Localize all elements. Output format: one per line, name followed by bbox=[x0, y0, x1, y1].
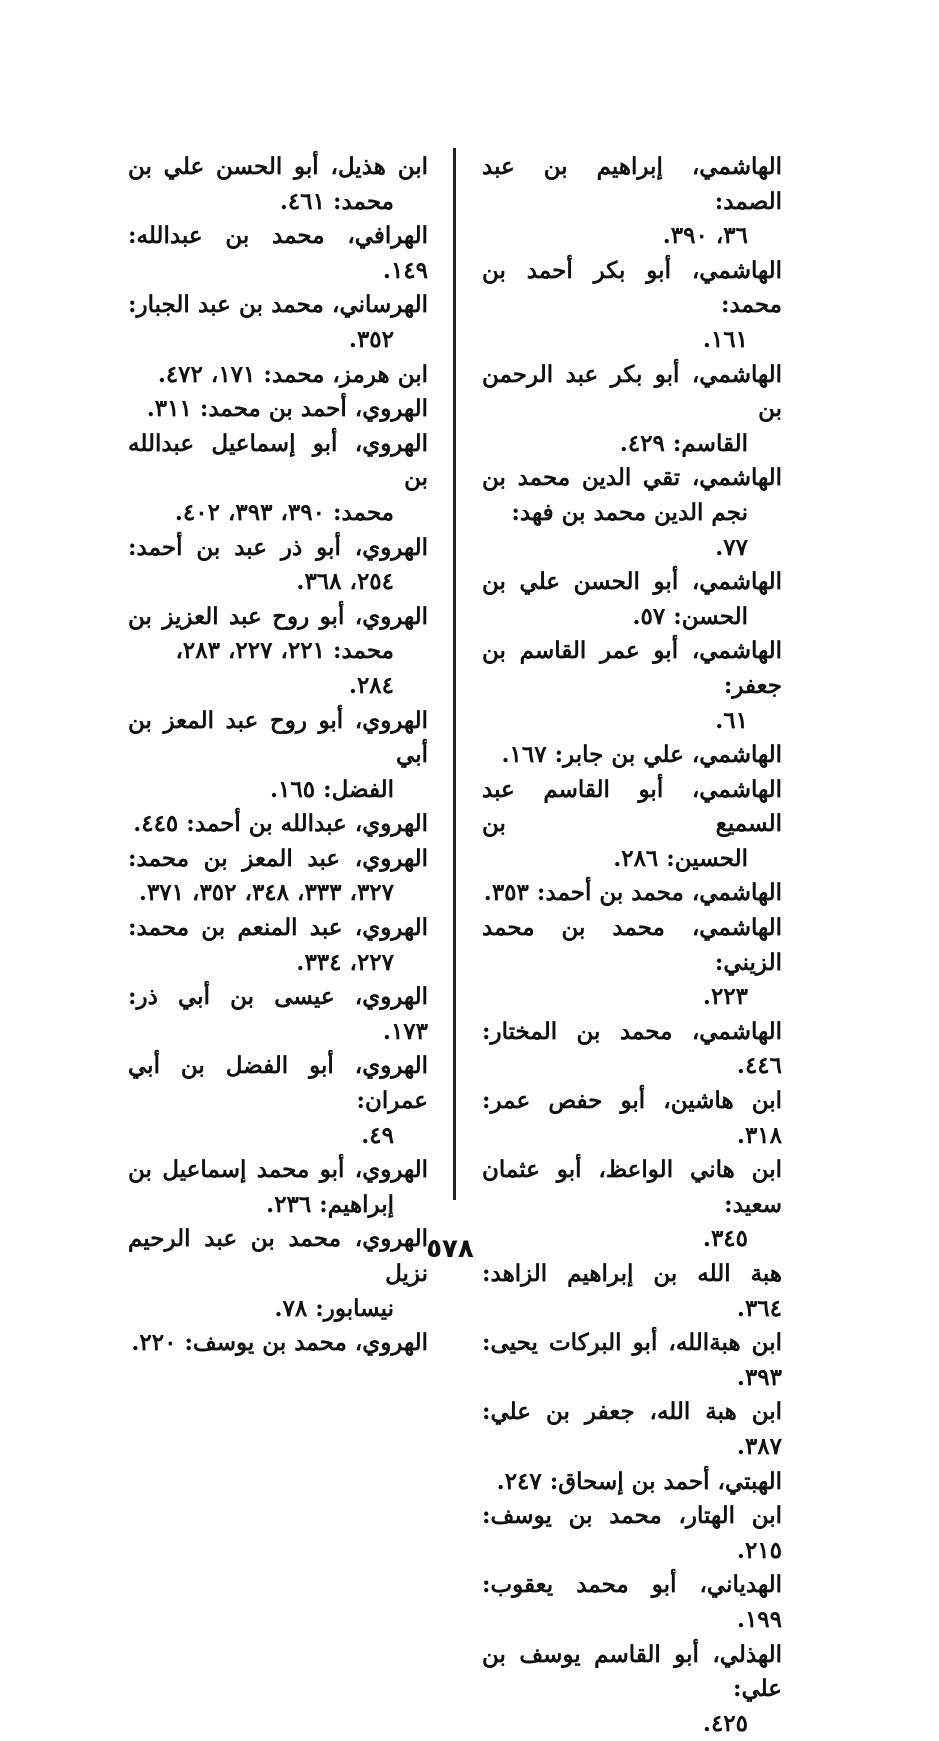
index-entry bbox=[128, 980, 428, 1049]
index-entry-continuation: نجم الدين محمد بن فهد: ٧٧. bbox=[511, 498, 748, 561]
index-entry bbox=[128, 1049, 428, 1153]
index-entry bbox=[128, 842, 428, 911]
index-entry bbox=[482, 1326, 782, 1395]
index-entry-continuation: ٣٥٢. bbox=[348, 325, 394, 353]
index-entry bbox=[128, 1153, 428, 1222]
index-entry bbox=[482, 1257, 782, 1326]
index-entry bbox=[128, 911, 428, 980]
index-entry-heading: الهروي، عيسى بن أبي ذر: ١٧٣. bbox=[128, 983, 428, 1045]
index-entry-heading: الهروي، عبدالله بن أحمد: ٤٤٥. bbox=[133, 810, 428, 838]
index-entry-heading: ابن هاشين، أبو حفص عمر: ٣١٨. bbox=[482, 1087, 782, 1149]
index-entry-heading: ابن هبة الله، جعفر بن علي: ٣٨٧. bbox=[482, 1398, 782, 1460]
index-entry-heading: ابن الهتار، محمد بن يوسف: ٢١٥. bbox=[482, 1502, 782, 1564]
column-divider bbox=[453, 148, 456, 1200]
index-entry-heading: الهاشمي، أبو بكر عبد الرحمن بن bbox=[482, 360, 782, 423]
index-entry bbox=[482, 773, 782, 877]
index-entry-heading: الهروي، عبد المعز بن محمد: bbox=[128, 844, 428, 872]
index-entry-heading: الهروي، أبو روح عبد المعز بن أبي bbox=[128, 706, 428, 769]
index-entry bbox=[482, 461, 782, 565]
index-entry bbox=[482, 634, 782, 738]
index-entry-continuation: ١٦١. bbox=[702, 325, 748, 353]
index-entry-continuation: إبراهيم: ٢٣٦. bbox=[266, 1190, 394, 1218]
index-entry bbox=[128, 358, 428, 393]
index-entry bbox=[482, 911, 782, 1015]
index-entry-heading: الهاشمي، علي بن جابر: ١٦٧. bbox=[501, 741, 782, 769]
index-entry-continuation: ٣٤٥. bbox=[702, 1225, 748, 1253]
index-entry bbox=[482, 358, 782, 462]
index-entry bbox=[128, 1326, 428, 1361]
index-entry-continuation: ٢٢٧، ٣٣٤. bbox=[296, 948, 394, 976]
index-entry-heading: الهروي، أحمد بن محمد: ٣١١. bbox=[146, 395, 428, 423]
index-entry bbox=[128, 704, 428, 808]
index-entry-continuation: الحسن: ٥٧. bbox=[632, 602, 748, 630]
index-entry-continuation: ٤٩. bbox=[361, 1121, 394, 1149]
index-entry-heading: الهروي، عبد المنعم بن محمد: bbox=[128, 914, 428, 942]
index-entry-heading: الهرافي، محمد بن عبدالله: ١٤٩. bbox=[128, 222, 428, 284]
index-entry-continuation: ٢٥٤، ٣٦٨. bbox=[296, 568, 394, 596]
index-entry-heading: الهذلي، أبو القاسم يوسف بن علي: bbox=[482, 1640, 782, 1703]
index-entry bbox=[482, 565, 782, 634]
index-entry-continuation: محمد: ٣٩٠، ٣٩٣، ٤٠٢. bbox=[174, 498, 394, 526]
index-entry-heading: الهرساني، محمد بن عبد الجبار: bbox=[128, 291, 428, 319]
index-entry-heading: الهروي، أبو محمد إسماعيل بن bbox=[128, 1156, 428, 1184]
index-entry-heading: الهروي، أبو إسماعيل عبدالله بن bbox=[128, 429, 428, 492]
index-entry-heading: ابن هذيل، أبو الحسن علي بن bbox=[128, 153, 428, 180]
index-entry-continuation: الحسين: ٢٨٦. bbox=[613, 844, 748, 872]
index-entry bbox=[128, 392, 428, 427]
index-entry-heading: الهروي، محمد بن يوسف: ٢٢٠. bbox=[131, 1329, 428, 1357]
index-column-left bbox=[128, 150, 428, 1361]
index-entry-heading: الهاشمي، أبو القاسم عبد السميع بن bbox=[482, 775, 782, 838]
index-entry-heading: الهاشمي، محمد بن أحمد: ٣٥٣. bbox=[483, 879, 782, 907]
index-entry-continuation: ٣٢٧، ٣٣٣، ٣٤٨، ٣٥٢، ٣٧١. bbox=[138, 879, 394, 907]
index-entry-heading: الهدياني، أبو محمد يعقوب: ١٩٩. bbox=[482, 1571, 782, 1633]
index-entry bbox=[128, 1222, 428, 1326]
index-entry bbox=[482, 254, 782, 358]
index-entry bbox=[128, 219, 428, 288]
page-number: ٥٧٨ bbox=[426, 1234, 474, 1264]
index-entry bbox=[128, 807, 428, 842]
index-entry-continuation: محمد: ٤٦١. bbox=[279, 187, 394, 215]
index-entry-continuation: ٣٦، ٣٩٠. bbox=[662, 222, 748, 250]
index-entry bbox=[128, 531, 428, 600]
index-entry-continuation: ٤٢٥. bbox=[702, 1709, 748, 1737]
index-entry bbox=[482, 1015, 782, 1084]
index-entry bbox=[128, 600, 428, 704]
index-entry-heading: هبة الله بن إبراهيم الزاهد: ٣٦٤. bbox=[482, 1260, 782, 1322]
index-entry-heading: الهروي، أبو ذر عبد بن أحمد: bbox=[128, 533, 428, 561]
index-entry bbox=[482, 1395, 782, 1464]
index-entry-heading: الهبتي، أحمد بن إسحاق: ٢٤٧. bbox=[496, 1467, 782, 1495]
index-entry-heading: الهاشمي، أبو بكر أحمد بن محمد: bbox=[482, 256, 782, 319]
index-entry-heading: الهاشمي، محمد بن المختار: ٤٤٦. bbox=[482, 1017, 782, 1080]
index-entry bbox=[482, 738, 782, 773]
index-entry-heading: ابن هاني الواعظ، أبو عثمان سعيد: bbox=[482, 1156, 782, 1218]
index-entry-heading: الهاشمي، إبراهيم بن عبد الصمد: bbox=[482, 153, 782, 215]
index-entry bbox=[482, 1568, 782, 1637]
index-entry-heading: الهروي، محمد بن عبد الرحيم نزيل bbox=[128, 1225, 428, 1287]
index-entry-heading: الهروي، أبو روح عبد العزيز بن bbox=[128, 602, 428, 630]
index-entry-heading: الهاشمي، محمد بن محمد الزيني: bbox=[482, 914, 782, 976]
index-entry-heading: الهاشمي، أبو الحسن علي بن bbox=[482, 568, 782, 596]
index-entry-heading: الهاشمي، أبو عمر القاسم بن جعفر: bbox=[482, 637, 782, 699]
index-entry bbox=[482, 876, 782, 911]
index-entry-heading: الهاشمي، تقي الدين محمد بن bbox=[482, 464, 782, 492]
index-entry-continuation: ٦١. bbox=[715, 706, 748, 734]
index-entry bbox=[128, 427, 428, 531]
index-entry-continuation: محمد: ٢٢١، ٢٢٧، ٢٨٣، ٢٨٤. bbox=[175, 637, 394, 699]
index-entry-heading: ابن هرمز، محمد: ١٧١، ٤٧٢. bbox=[157, 360, 428, 388]
index-entry bbox=[482, 1499, 782, 1568]
index-entry-continuation: ٢٢٣. bbox=[702, 983, 748, 1011]
index-entry bbox=[482, 150, 782, 254]
index-entry bbox=[128, 288, 428, 357]
index-entry-continuation: نيسابور: ٧٨. bbox=[274, 1294, 394, 1322]
index-entry-continuation: الفضل: ١٦٥. bbox=[270, 775, 394, 803]
index-entry-heading: ابن هبةالله، أبو البركات يحيى: ٣٩٣. bbox=[482, 1329, 782, 1391]
index-entry-continuation: القاسم: ٤٢٩. bbox=[619, 429, 748, 457]
index-entry bbox=[482, 1153, 782, 1257]
index-entry-heading: الهروي، أبو الفضل بن أبي عمران: bbox=[128, 1052, 428, 1115]
index-column-right bbox=[482, 150, 782, 1741]
index-entry bbox=[482, 1638, 782, 1741]
index-entry bbox=[128, 150, 428, 219]
index-entry bbox=[482, 1084, 782, 1153]
index-entry bbox=[482, 1465, 782, 1500]
